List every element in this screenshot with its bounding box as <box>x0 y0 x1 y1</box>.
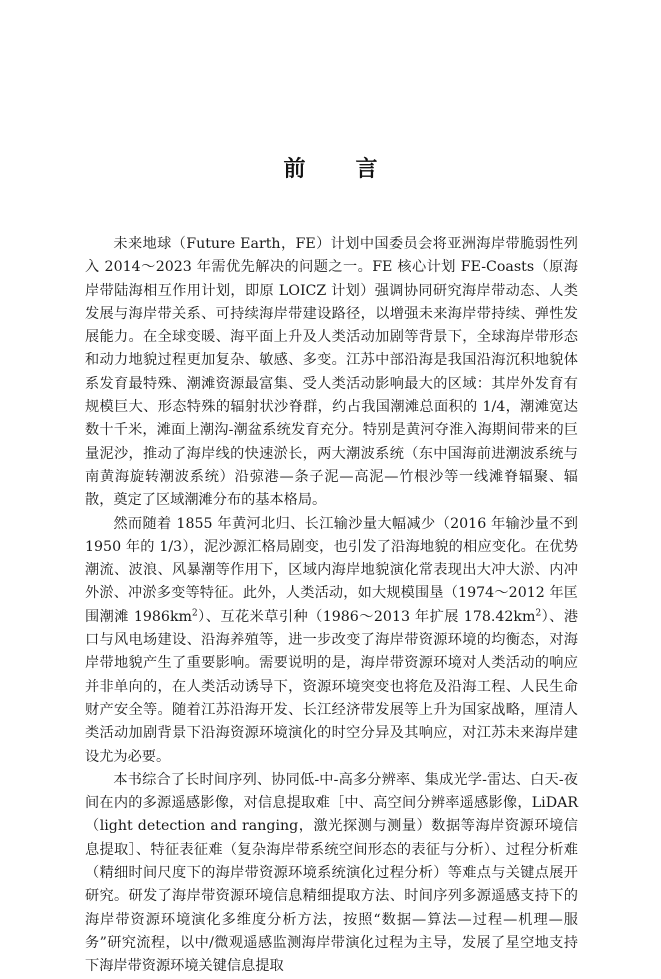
paragraph-2-text-c: ）、港口与风电场建设、沿海养殖等，进一步改变了海岸带资源环境的均衡态，对海岸带地貌产生了重要影响。需要说明的是，海岸带资源环境对人类活动的响应并非单向的，在人类活动诱导下，资源环境突变也将危及沿海工程、人民生命财产安全等。随着江苏沿海开发、长江经济带发展等上升为国家战略，厘清人类活动加剧背景下沿海资源环境演化的时空分异及其响应，对江苏未来海岸建设尤为必要。 <box>85 608 579 765</box>
body-text <box>85 233 578 979</box>
paragraph-1 <box>85 233 578 513</box>
paragraph-2-text-a: 然而随着 1855 年黄河北归、长江输沙量大幅减少（2016 年输沙量不到 1950 年的 1/3），泥沙源汇格局剧变，也引发了沿海地貌的相应变化。在优势潮流、波浪、风暴潮等作用下，区域内海岸地貌演化常表现出大冲大淤、内冲外淤、冲淤多变等特征。此外，人类活动，如大规模围垦（1974～2012 年匡围潮滩 1986km <box>85 515 578 625</box>
paragraph-1-text: 未来地球（Future Earth，FE）计划中国委员会将亚洲海岸带脆弱性列入 2014～2023 年需优先解决的问题之一。FE 核心计划 FE-Coasts（原海岸带陆海相互作用计划，即原 LOICZ 计划）强调协同研究海岸带动态、人类发展与海岸带关系、可持续海岸带建设路径，以增强未来海岸带持续、弹性发展能力。在全球变暖、海平面上升及人类活动加剧等背景下，全球海岸带形态和动力地貌过程更加复杂、敏感、多变。江苏中部沿海是我国沿海沉积地貌体系发育最特殊、潮滩资源最富集、受人类活动影响最大的区域：其岸外发育有规模巨大、形态特殊的辐射状沙脊群，约占我国潮滩总面积的 1/4，潮滩宽达数十千米，滩面上潮沟-潮盆系统发育充分。特别是黄河夺淮入海期间带来的巨量泥沙，推动了海岸线的快速淤长，两大潮波系统（东中国海前进潮波系统与南黄海旋转潮波系统）沿弶港—条子泥—高泥—竹根沙等一线滩脊辐聚、辐散，奠定了区域潮滩分布的基本格局。 <box>85 236 578 509</box>
page-title <box>0 152 661 183</box>
paragraph-2 <box>85 513 578 769</box>
title-char-1: 前 <box>283 156 306 182</box>
paragraph-3 <box>85 769 578 979</box>
superscript: 2 <box>192 608 198 619</box>
paragraph-2-text-b: ）、互花米草引种（1986～2013 年扩展 178.42km <box>197 608 536 625</box>
superscript: 2 <box>535 608 542 619</box>
paragraph-3-text: 本书综合了长时间序列、协同低-中-高多分辨率、集成光学-雷达、白天-夜间在内的多源遥感影像，对信息提取难［中、高空间分辨率遥感影像，LiDAR（light detection and ranging，激光探测与测量）数据等海岸资源环境信息提取］、特征表征难（复杂海岸带系统空间形态的表征与分析）、过程分析难（精细时间尺度下的海岸带资源环境系统演化过程分析）等难点与关键点展开研究。研发了海岸带资源环境信息精细提取方法、时间序列多源遥感支持下的海岸带资源环境演化多维度分析方法，按照“数据—算法—过程—机理—服务”研究流程，以中/微观遥感监测海岸带演化过程为主导，发展了星空地支持下海岸带资源环境关键信息提取 <box>85 771 578 975</box>
title-char-2: 言 <box>355 156 378 182</box>
